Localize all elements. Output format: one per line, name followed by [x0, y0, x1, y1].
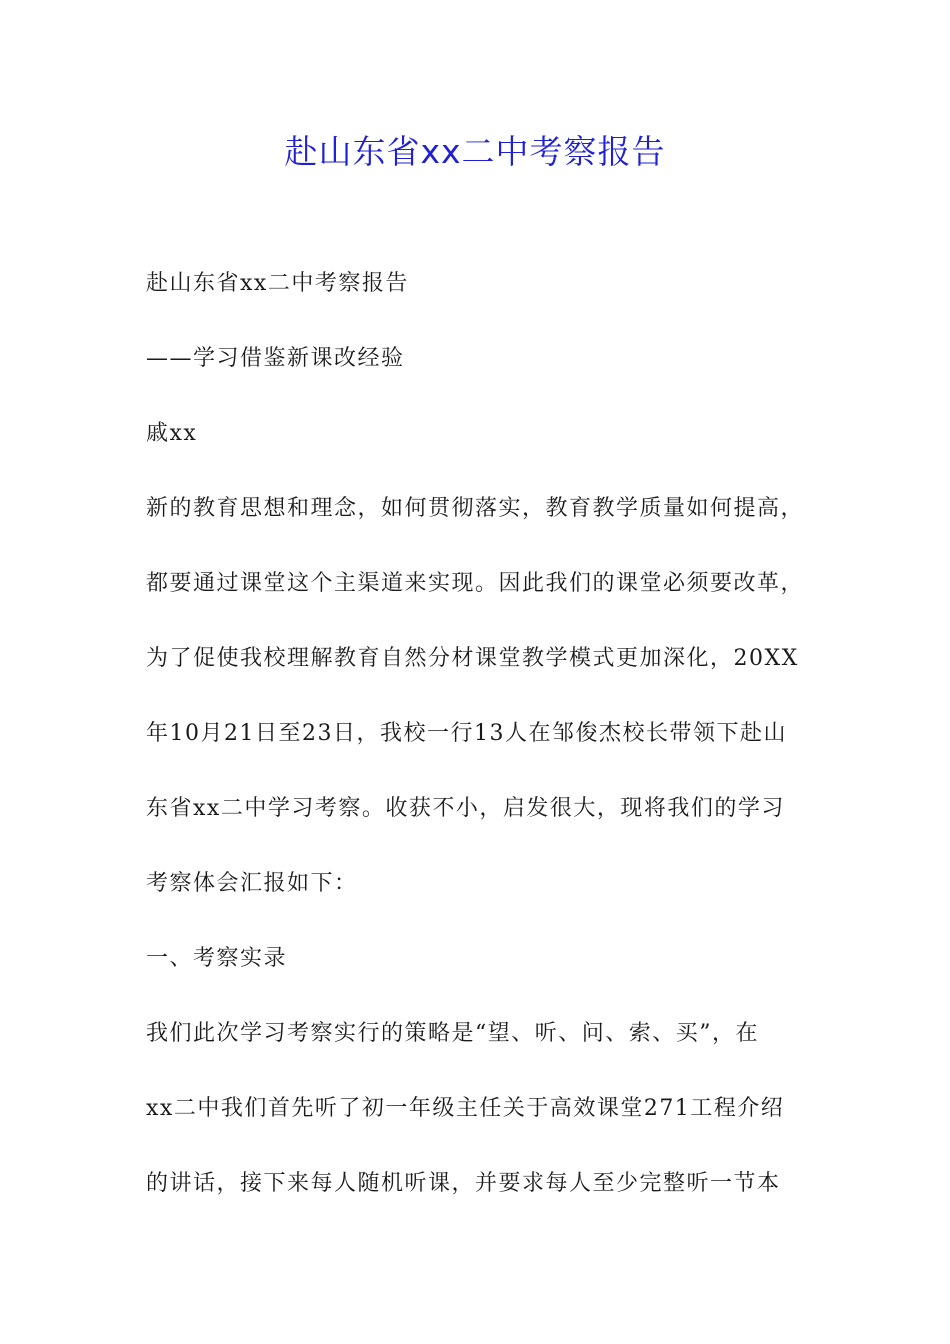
text-line-heading: 赴山东省xx二中考察报告 — [146, 271, 409, 296]
page-title: 赴山东省xx二中考察报告 — [284, 132, 666, 171]
text-line: 我们此次学习考察实行的策略是“望、听、问、索、买”，在 — [146, 1021, 759, 1046]
text-line: 东省xx二中学习考察。收获不小，启发很大，现将我们的学习 — [146, 796, 785, 821]
section-heading: 一、考察实录 — [146, 946, 288, 971]
text-line: 为了促使我校理解教育自然分材课堂教学模式更加深化，20XX — [146, 646, 799, 671]
text-line-subtitle: ——学习借鉴新课改经验 — [146, 346, 405, 371]
text-line: 考察体会汇报如下： — [146, 871, 358, 896]
document-body — [146, 262, 826, 1237]
text-line: 新的教育思想和理念，如何贯彻落实，教育教学质量如何提高， — [146, 496, 805, 521]
text-line: xx二中我们首先听了初一年级主任关于高效课堂271工程介绍 — [146, 1096, 785, 1121]
text-line: 都要通过课堂这个主渠道来实现。因此我们的课堂必须要改革， — [146, 571, 805, 596]
text-line: 的讲话，接下来每人随机听课，并要求每人至少完整听一节本 — [146, 1171, 781, 1196]
text-line: 年10月21日至23日，我校一行13人在邹俊杰校长带领下赴山 — [146, 721, 787, 746]
text-line-author: 戚xx — [146, 421, 198, 446]
